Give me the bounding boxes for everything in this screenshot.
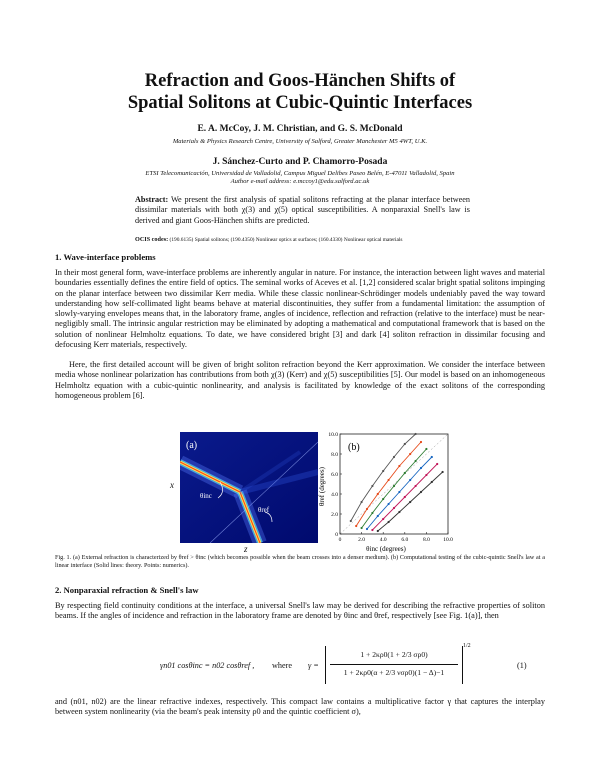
z-axis-label: z <box>244 544 248 554</box>
series-point-3 <box>388 503 390 505</box>
fig-b-ylabel: θref (degrees) <box>318 467 326 506</box>
authors-group-2: J. Sánchez-Curto and P. Chamorro-Posada <box>212 157 388 167</box>
series-point-1 <box>366 508 368 510</box>
x-tick-label: 4.0 <box>379 537 387 543</box>
series-point-5 <box>420 491 422 493</box>
series-point-0 <box>415 433 417 435</box>
author-email: Author e-mail address: e.mccoy1@edu.salford.ac.uk <box>230 178 370 185</box>
series-point-1 <box>420 441 422 443</box>
affiliation-2: ETSI Telecomunicación, Universidad de Valladolid, Campus Miguel Delibes Paseo Belén, E-47011 Valladolid, Spain <box>145 170 455 177</box>
fraction-bar <box>330 664 458 665</box>
equation-where: where <box>272 661 293 670</box>
section-1-heading: 1. Wave-interface problems <box>55 252 156 262</box>
snell-law-chart <box>316 428 456 553</box>
series-point-4 <box>371 529 373 531</box>
y-tick-label: 8.0 <box>331 452 338 458</box>
series-point-4 <box>425 474 427 476</box>
series-point-3 <box>431 456 433 458</box>
equation-number: (1) <box>517 661 527 670</box>
affiliation-1: Materials & Physics Research Centre, University of Salford, Greater Manchester M5 4WT, U.K. <box>172 138 428 145</box>
y-tick-label: 0 <box>335 532 338 538</box>
series-point-2 <box>361 527 363 529</box>
theta-inc-label: θinc <box>200 492 212 500</box>
series-point-4 <box>382 518 384 520</box>
refraction-simulation-image <box>180 432 318 543</box>
paragraph-3: By respecting field continuity conditions at the interface, a universal Snell's law may be derived for describing the refractive properties of soliton beams. If the angles of incidence and refraction in the laboratory frame are denoted by θinc and θref, respectively [see Fig. 1(a)], then <box>55 601 545 621</box>
figure-1a-panel <box>180 432 318 543</box>
series-point-0 <box>393 456 395 458</box>
series-point-4 <box>404 496 406 498</box>
series-point-5 <box>442 471 444 473</box>
y-tick-label: 2.0 <box>331 512 338 518</box>
series-point-4 <box>393 507 395 509</box>
fig-b-label: (b) <box>348 442 360 453</box>
figure-1b-chart <box>316 428 456 553</box>
series-point-2 <box>371 512 373 514</box>
series-point-5 <box>431 481 433 483</box>
series-point-5 <box>398 511 400 513</box>
series-point-2 <box>425 448 427 450</box>
fig-a-label: (a) <box>186 440 198 451</box>
paper-title <box>0 70 600 114</box>
equation-gamma: γ = <box>308 661 319 670</box>
series-point-1 <box>377 493 379 495</box>
paragraph-2: Here, the first detailed account will be given of bright soliton refraction beyond the Kerr approximation. We consider the interface between media whose nonlinear polarization has contributions from both χ(3) (Kerr) and χ(5) susceptibilities [5]. Our model is based on an inhomogeneous Helmholtz equation with a cubic-quintic nonlinearity, and analysis is facilitated by knowledge of the exact solitons of the corresponding homogeneous problem [6]. <box>55 360 545 400</box>
abstract-label: Abstract: <box>135 195 169 204</box>
series-point-5 <box>388 521 390 523</box>
series-point-3 <box>409 479 411 481</box>
equation-denominator: 1 + 2κρ0(α + 2/3 νσρ0)(1 − Δ)−1 <box>343 668 445 677</box>
series-point-2 <box>415 460 417 462</box>
authors-group-1: E. A. McCoy, J. M. Christian, and G. S. McDonald <box>197 124 403 134</box>
series-point-0 <box>361 501 363 503</box>
theta-ref-label: θref <box>258 506 270 514</box>
x-tick-label: 6.0 <box>401 537 409 543</box>
series-point-3 <box>420 467 422 469</box>
series-point-2 <box>393 485 395 487</box>
title-line-1: Refraction and Goos-Hänchen Shifts of <box>144 71 456 91</box>
series-point-3 <box>377 515 379 517</box>
series-point-4 <box>415 485 417 487</box>
series-point-4 <box>436 463 438 465</box>
x-tick-label: 10.0 <box>443 537 453 543</box>
paragraph-4: and (n01, n02) are the linear refractive indexes, respectively. This compact law contains a multiplicative factor γ that captures the interplay between system nonlinearity (via the beam's peak intensity ρ0 and the quintic coefficient σ), <box>55 697 545 717</box>
series-point-5 <box>409 501 411 503</box>
ocis-label: OCIS codes: <box>135 236 169 243</box>
series-point-1 <box>409 453 411 455</box>
x-tick-label: 0 <box>338 537 342 543</box>
title-line-2: Spatial Solitons at Cubic-Quintic Interfaces <box>127 93 473 113</box>
series-point-5 <box>377 530 379 532</box>
series-point-0 <box>382 470 384 472</box>
series-point-1 <box>388 479 390 481</box>
ocis-text: (190.6135) Spatial solitons; (190.4350) Nonlinear optics at surfaces; (160.4330) Nonlinear optical materials <box>169 237 403 243</box>
y-tick-label: 10.0 <box>328 432 338 438</box>
fig-b-xlabel: θinc (degrees) <box>366 545 406 553</box>
series-point-1 <box>355 525 357 527</box>
series-point-0 <box>371 485 373 487</box>
abstract <box>135 195 470 226</box>
x-axis-label: x <box>170 480 174 490</box>
x-tick-label: 2.0 <box>358 537 366 543</box>
paragraph-1: In their most general form, wave-interface problems are inherently angular in nature. For instance, the interaction between light waves and material boundaries essentially defines the entire field of optics. The seminal works of Aceves et al. [1,2] considered scalar bright spatial solitons impinging on the planar interface between two dissimilar Kerr media. While these classic nonlinear-Schrödinger models undeniably paved the way toward understanding how self-collimated light beams behave at material discontinuities, they suffer from a fundamental limitation: the assumption of slowly-varying envelopes means that, in the laboratory frame, angles of incidence, reflection and refraction (relative to the interface) must be near-negligibly small. The intrinsic angular restriction may be eliminated by adopting a mathematical and computational framework that is based on the solution of nonlinear Helmholtz equations. To date, we have considered bright [3] and dark [4] soliton refraction in dissimilar focusing and defocusing Kerr materials, respectively. <box>55 268 545 349</box>
x-tick-label: 8.0 <box>422 537 430 543</box>
series-point-1 <box>398 465 400 467</box>
series-point-3 <box>366 528 368 530</box>
ocis-codes <box>135 236 480 244</box>
section-2-heading: 2. Nonparaxial refraction & Snell's law <box>55 585 199 595</box>
y-tick-label: 6.0 <box>331 472 338 478</box>
equation-left-side: γn01 cosθinc = n02 cosθref , <box>160 661 255 670</box>
series-point-2 <box>382 498 384 500</box>
equation-power: 1/2 <box>463 643 471 649</box>
equation-numerator: 1 + 2κρ0(1 + 2/3 σρ0) <box>360 650 428 659</box>
equation-bracket <box>325 646 463 684</box>
abstract-text: We present the first analysis of spatial solitons refracting at the planar interface between dissimilar materials with both χ(3) and χ(5) optical susceptibilities. A nonparaxial Snell's law is derived and giant Goos-Hänchen shifts are predicted. <box>135 195 470 225</box>
series-point-2 <box>404 472 406 474</box>
series-point-0 <box>404 443 406 445</box>
series-point-3 <box>398 491 400 493</box>
equation-1 <box>160 643 480 686</box>
y-tick-label: 4.0 <box>331 492 338 498</box>
figure-caption: Fig. 1. (a) External refraction is characterized by θref > θinc (which becomes possible when the beam crosses into a denser medium). (b) Computational testing of the cubic-quintic Snell's law at a linear interface (Solid lines: theory. Points: numerics). <box>55 554 545 569</box>
series-point-0 <box>350 520 352 522</box>
